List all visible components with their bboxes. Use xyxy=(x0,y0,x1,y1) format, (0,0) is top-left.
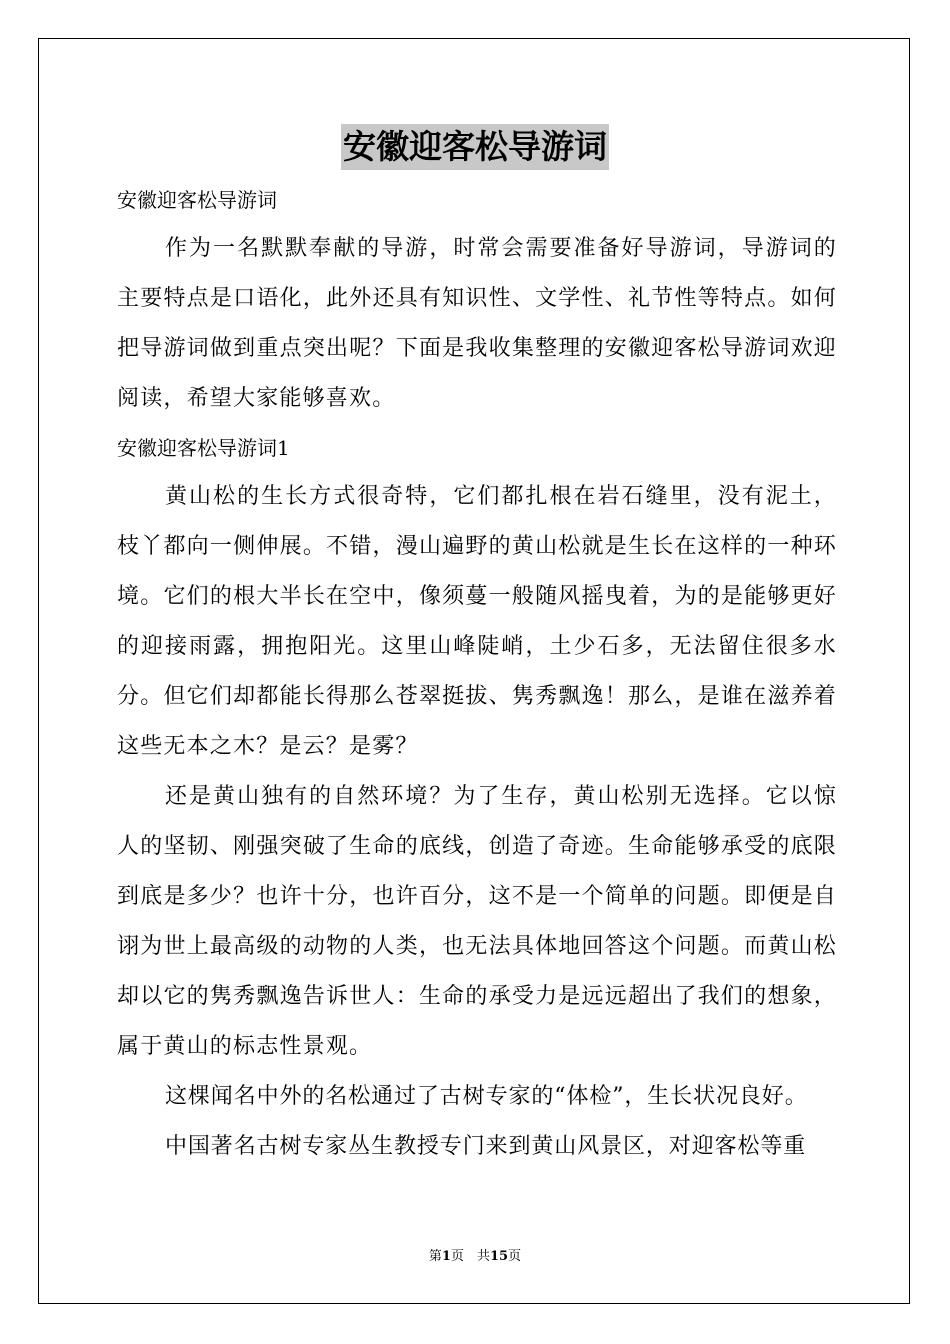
body-paragraph: 还是黄山独有的自然环境？为了生存，黄山松别无选择。它以惊人的坚韧、刚强突破了生命的底线，创造了奇迹。生命能够承受的底限到底是多少？也许十分，也许百分，这不是一个简单的问题。即便是自诩为世上最高级的动物的人类，也无法具体地回答这个问题。而黄山松却以它的隽秀飘逸告诉世人：生命的承受力是远远超出了我们的想象，属于黄山的标志性景观。 xyxy=(117,784,837,1059)
page-number-suffix: 页 xyxy=(508,1249,522,1264)
page-number-total: 15 xyxy=(489,1249,509,1264)
subheading-intro: 安徽迎客松导游词 xyxy=(117,188,277,212)
intro-paragraph: 作为一名默默奉献的导游，时常会需要准备好导游词，导游词的主要特点是口语化，此外还具有知识性、文学性、礼节性等特点。如何把导游词做到重点突出呢？下面是我收集整理的安徽迎客松导游词欢迎阅读，希望大家能够喜欢。 xyxy=(117,236,837,411)
body-paragraph: 黄山松的生长方式很奇特，它们都扎根在岩石缝里，没有泥土，枝丫都向一侧伸展。不错，漫山遍野的黄山松就是生长在这样的一种环境。它们的根大半长在空中，像须蔓一般随风摇曳着，为的是能够更好的迎接雨露，拥抱阳光。这里山峰陡峭，土少石多，无法留住很多水分。但它们却都能长得那么苍翠挺拔、隽秀飘逸！那么，是谁在滋养着这些无本之木？是云？是雾？ xyxy=(117,484,837,759)
body-paragraph: 中国著名古树专家丛生教授专门来到黄山风景区，对迎客松等重 xyxy=(165,1134,807,1159)
page-footer xyxy=(0,1248,950,1266)
page-number-current: 1 xyxy=(441,1249,451,1264)
page-number-prefix: 第 xyxy=(428,1249,442,1264)
document-title: 安徽迎客松导游词 xyxy=(341,124,609,170)
body-paragraph: 这棵闻名中外的名松通过了古树专家的“体检”，生长状况良好。 xyxy=(165,1084,808,1109)
subheading-section-1: 安徽迎客松导游词1 xyxy=(117,436,290,460)
page-number-middle: 页 共 xyxy=(450,1249,490,1264)
title-container xyxy=(0,124,950,170)
document-body xyxy=(117,176,837,1172)
